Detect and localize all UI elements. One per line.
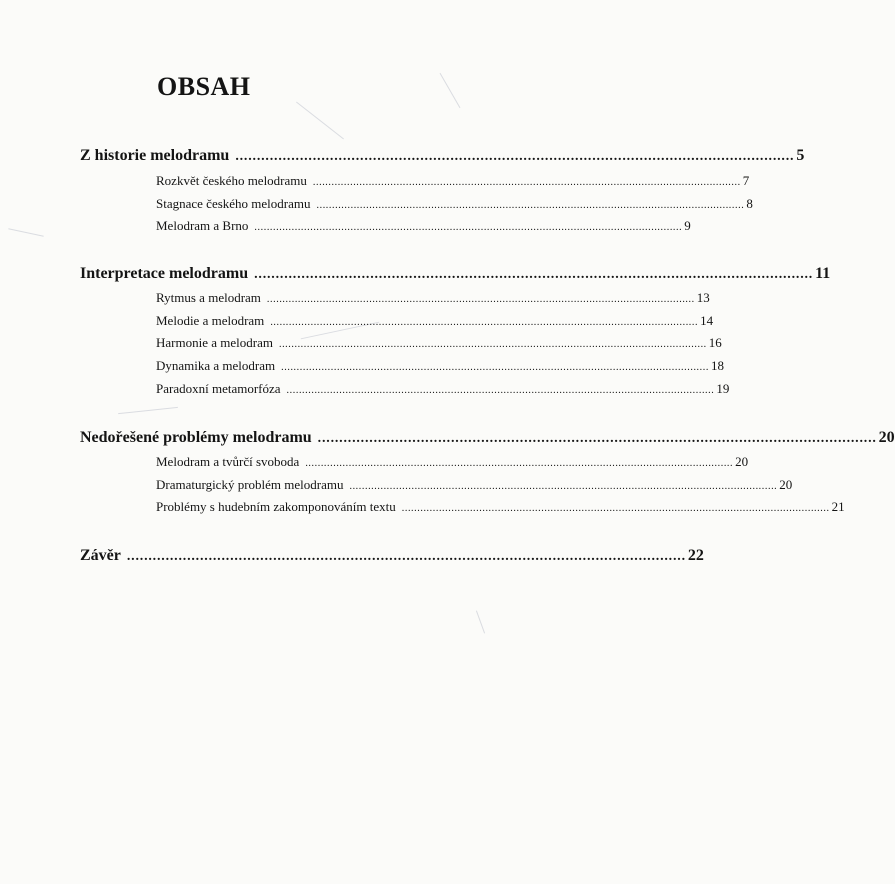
toc-leader: .................................................................................................................................. — [235, 149, 795, 164]
toc-section-label: Paradoxní metamorfóza — [156, 381, 281, 396]
toc-page-number: 7 — [742, 173, 750, 188]
toc-leader: .......................................................................................................................................... — [254, 222, 683, 233]
toc-leader: .......................................................................................................................................... — [281, 362, 709, 373]
toc-chapter-entry[interactable] — [80, 429, 895, 447]
toc-section-entry[interactable] — [156, 335, 722, 351]
toc-leader: .......................................................................................................................................... — [266, 294, 695, 305]
toc-section-entry[interactable] — [156, 173, 750, 189]
scan-mark — [8, 228, 43, 236]
toc-page-number: 11 — [815, 265, 831, 282]
toc-page-number: 8 — [746, 196, 753, 211]
toc-section-entry[interactable] — [156, 381, 730, 397]
toc-page-number: 20 — [779, 477, 793, 492]
toc-leader: .......................................................................................................................................... — [286, 385, 715, 396]
toc-page-number: 20 — [735, 454, 749, 469]
toc-section-entry[interactable] — [156, 313, 714, 329]
toc-section-label: Melodram a tvůrčí svoboda — [156, 454, 300, 469]
toc-leader: .......................................................................................................................................... — [312, 177, 741, 188]
toc-chapter-entry[interactable] — [80, 547, 704, 565]
toc-page-number: 9 — [684, 218, 691, 233]
toc-section-label: Rozkvět českého melodramu — [156, 173, 307, 188]
toc-leader: .................................................................................................................................. — [126, 549, 686, 564]
toc-chapter-label: Z historie melodramu — [80, 147, 230, 164]
scan-mark — [118, 407, 178, 414]
toc-chapter-label: Interpretace melodramu — [80, 265, 249, 282]
toc-section-label: Rytmus a melodram — [156, 290, 261, 305]
toc-chapter-entry[interactable] — [80, 147, 805, 165]
toc-page-number: 5 — [796, 147, 805, 164]
toc-chapter-label: Nedořešené problémy melodramu — [80, 429, 312, 446]
toc-section-label: Dramaturgický problém melodramu — [156, 477, 344, 492]
toc-section-label: Problémy s hudebním zakomponováním textu — [156, 499, 396, 514]
toc-section-label: Melodram a Brno — [156, 218, 249, 233]
toc-page-number: 20 — [878, 429, 895, 446]
toc-leader: .......................................................................................................................................... — [278, 339, 707, 350]
toc-leader: .......................................................................................................................................... — [349, 481, 778, 492]
toc-leader: .......................................................................................................................................... — [305, 458, 734, 469]
toc-section-entry[interactable] — [156, 218, 691, 234]
toc-section-entry[interactable] — [156, 499, 845, 515]
toc-section-label: Dynamika a melodram — [156, 358, 276, 373]
scan-mark — [296, 102, 344, 140]
toc-page-number: 22 — [687, 547, 704, 564]
toc-page-number: 14 — [700, 313, 714, 328]
toc-section-entry[interactable] — [156, 454, 749, 470]
toc-title: OBSAH — [157, 72, 251, 101]
scan-mark — [440, 73, 461, 108]
toc-chapter-entry[interactable] — [80, 265, 831, 283]
toc-leader: .......................................................................................................................................... — [401, 503, 830, 514]
toc-chapter-label: Závěr — [80, 547, 121, 564]
toc-leader: .................................................................................................................................. — [317, 431, 877, 446]
toc-section-entry[interactable] — [156, 290, 710, 306]
toc-page-number: 16 — [708, 335, 722, 350]
toc-section-label: Melodie a melodram — [156, 313, 265, 328]
scan-mark — [476, 611, 485, 634]
toc-section-entry[interactable] — [156, 358, 724, 374]
toc-leader: .......................................................................................................................................... — [270, 317, 699, 328]
toc-section-entry[interactable] — [156, 196, 753, 212]
toc-page-number: 13 — [696, 290, 710, 305]
toc-page-number: 19 — [716, 381, 730, 396]
toc-page-number: 18 — [710, 358, 724, 373]
toc-page-number: 21 — [831, 499, 845, 514]
toc-leader: .................................................................................................................................. — [254, 267, 814, 282]
toc-leader: .......................................................................................................................................... — [316, 200, 745, 211]
toc-section-label: Stagnace českého melodramu — [156, 196, 311, 211]
toc-section-entry[interactable] — [156, 477, 793, 493]
toc-section-label: Harmonie a melodram — [156, 335, 273, 350]
